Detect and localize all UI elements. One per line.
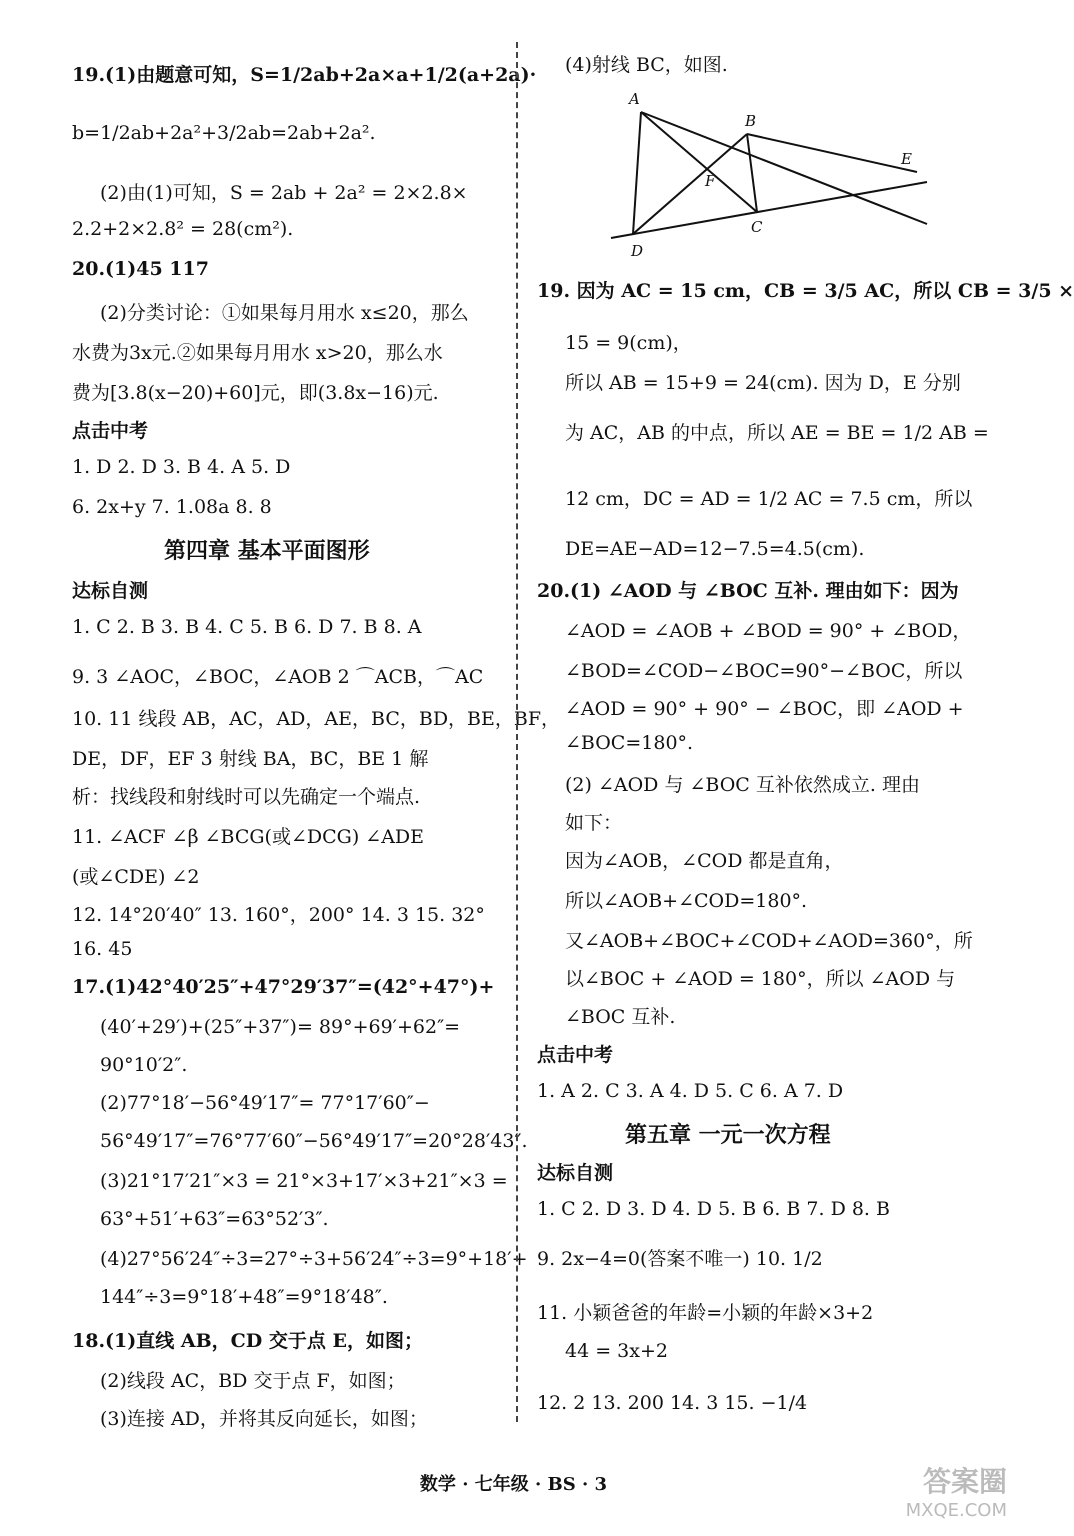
right-line: 如下：	[565, 812, 623, 834]
right-line: ∠AOD = 90° + 90° − ∠BOC，即 ∠AOD +	[565, 698, 964, 720]
left-line: 20.(1)45 117	[72, 258, 209, 280]
right-line: 所以∠AOB+∠COD=180°.	[565, 890, 808, 912]
left-line: b=1/2ab+2a²+3/2ab=2ab+2a².	[72, 122, 376, 144]
right-line: DE=AE−AD=12−7.5=4.5(cm).	[565, 538, 865, 560]
right-line: 20.(1) ∠AOD 与 ∠BOC 互补. 理由如下：因为	[537, 580, 959, 602]
left-line: 析：找线段和射线时可以先确定一个端点.	[72, 786, 421, 808]
right-line: 12. 2 13. 200 14. 3 15. −1/4	[537, 1392, 808, 1414]
right-line: ∠BOC=180°.	[565, 732, 694, 754]
right-line: ∠AOD = ∠AOB + ∠BOD = 90° + ∠BOD，	[565, 620, 972, 642]
left-line: 90°10′2″.	[100, 1054, 188, 1076]
left-line: 费为[3.8(x−20)+60]元，即(3.8x−16)元.	[72, 382, 439, 404]
right-line: ∠BOC 互补.	[565, 1006, 676, 1028]
right-line: 44 = 3x+2	[565, 1340, 668, 1362]
left-line: (2)分类讨论：①如果每月用水 x≤20，那么	[100, 302, 469, 324]
left-line: 19.(1)由题意可知，S=1/2ab+2a×a+1/2(a+2a)·	[72, 64, 537, 86]
left-line: (4)27°56′24″÷3=27°÷3+56′24″÷3=9°+18′+	[100, 1248, 528, 1270]
left-line: 16. 45	[72, 938, 133, 960]
right-line: 点击中考	[537, 1044, 614, 1066]
left-line: 点击中考	[72, 420, 149, 442]
right-line: ∠BOD=∠COD−∠BOC=90°−∠BOC，所以	[565, 660, 963, 682]
left-line: (3)21°17′21″×3 = 21°×3+17′×3+21″×3 =	[100, 1170, 508, 1192]
left-line: 1. D 2. D 3. B 4. A 5. D	[72, 456, 291, 478]
left-line: 18.(1)直线 AB，CD 交于点 E，如图；	[72, 1330, 423, 1352]
left-line: (或∠CDE) ∠2	[72, 866, 200, 888]
right-line: 所以 AB = 15+9 = 24(cm). 因为 D，E 分别	[565, 372, 961, 394]
left-line: (2)由(1)可知，S = 2ab + 2a² = 2×2.8×	[100, 182, 468, 204]
left-line: 6. 2x+y 7. 1.08a 8. 8	[72, 496, 272, 518]
right-line: 1. C 2. D 3. D 4. D 5. B 6. B 7. D 8. B	[537, 1198, 890, 1220]
left-line: 第四章 基本平面图形	[164, 539, 370, 564]
left-line: (40′+29′)+(25″+37″)= 89°+69′+62″=	[100, 1016, 461, 1038]
left-line: (2)77°18′−56°49′17″= 77°17′60″−	[100, 1092, 430, 1114]
watermark-url: MXQE.COM	[905, 1500, 1007, 1521]
left-line: 达标自测	[72, 580, 149, 602]
left-line: 144″÷3=9°18′+48″=9°18′48″.	[100, 1286, 388, 1308]
watermark-logo: 答案圈	[922, 1465, 1007, 1498]
left-line: 17.(1)42°40′25″+47°29′37″=(42°+47°)+	[72, 976, 495, 998]
right-line: 为 AC，AB 的中点，所以 AE = BE = 1/2 AB =	[565, 422, 989, 444]
left-line: 2.2+2×2.8² = 28(cm²).	[72, 218, 294, 240]
right-line: 19. 因为 AC = 15 cm，CB = 3/5 AC，所以 CB = 3/5 ×	[537, 280, 1074, 302]
left-line: 11. ∠ACF ∠β ∠BCG(或∠DCG) ∠ADE	[72, 826, 425, 848]
right-line: 15 = 9(cm)，	[565, 332, 692, 354]
right-line: (2) ∠AOD 与 ∠BOC 互补依然成立. 理由	[565, 774, 920, 796]
left-line: 9. 3 ∠AOC，∠BOC，∠AOB 2 ⌒ACB，⌒AC	[72, 666, 484, 688]
left-line: 63°+51′+63″=63°52′3″.	[100, 1208, 329, 1230]
right-line: 达标自测	[537, 1162, 614, 1184]
right-line: 11. 小颖爸爸的年龄=小颖的年龄×3+2	[537, 1302, 874, 1324]
geometry-figure	[597, 82, 937, 260]
fig-label-a: A	[629, 90, 640, 108]
fig-label-f: F	[705, 172, 716, 190]
left-line: 10. 11 线段 AB，AC，AD，AE，BC，BD，BE，BF，	[72, 708, 561, 730]
left-line: 水费为3x元.②如果每月用水 x>20，那么水	[72, 342, 443, 364]
fig-label-b: B	[745, 112, 757, 130]
fig-label-d: D	[631, 242, 644, 260]
left-line: 56°49′17″=76°77′60″−56°49′17″=20°28′43″.	[100, 1130, 528, 1152]
right-line: 1. A 2. C 3. A 4. D 5. C 6. A 7. D	[537, 1080, 844, 1102]
fig-label-e: E	[901, 150, 912, 168]
right-line: 以∠BOC + ∠AOD = 180°，所以 ∠AOD 与	[565, 968, 956, 990]
right-line: (4)射线 BC，如图.	[565, 54, 728, 76]
fig-label-c: C	[751, 218, 763, 236]
left-line: (2)线段 AC，BD 交于点 F，如图；	[100, 1370, 406, 1392]
right-line: 9. 2x−4=0(答案不唯一) 10. 1/2	[537, 1248, 823, 1270]
right-line: 因为∠AOB，∠COD 都是直角，	[565, 850, 844, 872]
left-line: DE，DF，EF 3 射线 BA，BC，BE 1 解	[72, 748, 429, 770]
right-line: 第五章 一元一次方程	[625, 1123, 831, 1148]
right-line: 又∠AOB+∠BOC+∠COD+∠AOD=360°，所	[565, 930, 973, 952]
right-line: 12 cm，DC = AD = 1/2 AC = 7.5 cm，所以	[565, 488, 973, 510]
page-footer: 数学 · 七年级 · BS · 3	[419, 1474, 608, 1495]
left-line: (3)连接 AD，并将其反向延长，如图；	[100, 1408, 428, 1430]
left-line: 12. 14°20′40″ 13. 160°，200° 14. 3 15. 32°	[72, 904, 485, 926]
left-line: 1. C 2. B 3. B 4. C 5. B 6. D 7. B 8. A	[72, 616, 422, 638]
column-divider	[516, 42, 518, 1422]
